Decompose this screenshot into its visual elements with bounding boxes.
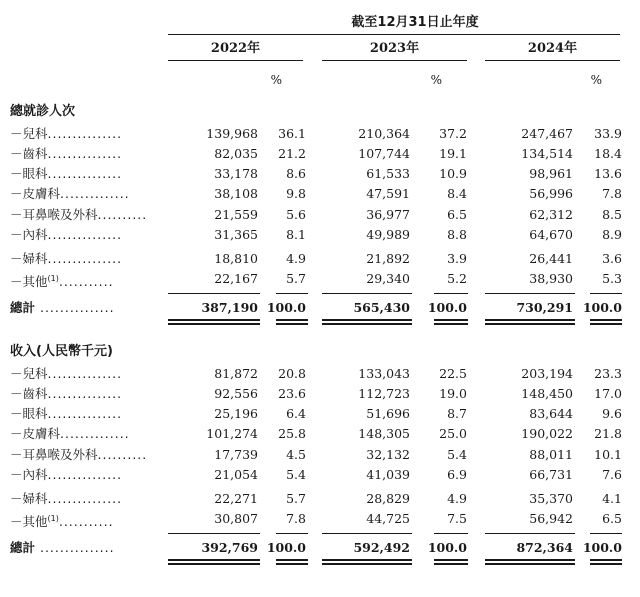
footnote-marker: (1) — [47, 274, 59, 283]
table-cell: 17,739 — [214, 447, 258, 462]
table-cell: 66,731 — [529, 467, 573, 482]
row-label-text: －內科 — [10, 467, 48, 482]
leader-dots: ........... — [58, 274, 114, 290]
total-cell: 730,291 — [516, 300, 573, 315]
row-label-text: －眼科 — [10, 166, 48, 181]
year-2024: 2024年 — [527, 41, 578, 56]
table-cell: 5.7 — [286, 491, 306, 506]
table-cell: 21,559 — [214, 207, 258, 222]
total-top-rule — [276, 533, 308, 534]
table-cell: 20.8 — [278, 366, 306, 381]
leader-dots: ............... — [47, 126, 123, 141]
year-2022: 2022年 — [210, 41, 261, 56]
table-cell: 32,132 — [366, 447, 410, 462]
total-double-rule-2 — [434, 323, 468, 325]
row-label — [10, 467, 122, 483]
leader-dots: ............... — [47, 251, 123, 266]
table-cell: 26,441 — [529, 251, 573, 266]
row-label-text: －皮膚科 — [10, 426, 61, 441]
total-cell: 392,769 — [201, 540, 258, 555]
row-label — [10, 491, 122, 507]
row-label — [10, 386, 122, 402]
row-label-text: －婦科 — [10, 251, 48, 266]
total-top-rule — [434, 293, 468, 294]
table-cell: 18.4 — [594, 146, 622, 161]
table-cell: 41,039 — [366, 467, 410, 482]
row-label-text: －皮膚科 — [10, 186, 61, 201]
row-label-text: －兒科 — [10, 366, 48, 381]
row-label — [10, 447, 147, 463]
total-double-rule-1 — [434, 559, 468, 561]
table-cell: 10.1 — [594, 447, 622, 462]
total-double-rule-2 — [322, 323, 412, 325]
row-label — [10, 511, 114, 530]
table-cell: 28,829 — [366, 491, 410, 506]
table-cell: 22,167 — [214, 271, 258, 286]
total-cell: 100.0 — [582, 300, 622, 315]
total-label-text: 總計 — [10, 540, 36, 555]
leader-dots: ............... — [47, 366, 123, 381]
table-cell: 133,043 — [358, 366, 410, 381]
table-cell: 6.5 — [602, 511, 622, 526]
table-cell: 18,810 — [214, 251, 258, 266]
table-cell: 49,989 — [366, 227, 410, 242]
table-cell: 8.7 — [447, 406, 467, 421]
table-cell: 13.6 — [594, 166, 622, 181]
leader-dots: .............. — [60, 426, 130, 441]
total-top-rule — [322, 533, 412, 534]
row-label-text: －耳鼻喉及外科 — [10, 207, 98, 222]
total-top-rule — [590, 533, 622, 534]
table-cell: 3.6 — [602, 251, 622, 266]
table-cell: 7.8 — [602, 186, 622, 201]
total-double-rule-1 — [276, 319, 308, 321]
pct-header-2024: % — [590, 73, 602, 87]
table-cell: 101,274 — [206, 426, 258, 441]
table-cell: 36,977 — [366, 207, 410, 222]
leader-dots: ............... — [47, 146, 123, 161]
table-cell: 33,178 — [214, 166, 258, 181]
leader-dots: ............... — [35, 540, 115, 555]
table-cell: 88,011 — [529, 447, 573, 462]
total-cell: 565,430 — [353, 300, 410, 315]
row-label-text: －其他 — [10, 514, 48, 530]
row-label-text: －齒科 — [10, 386, 48, 401]
table-cell: 61,533 — [366, 166, 410, 181]
total-double-rule-2 — [276, 323, 308, 325]
period-header: 截至12月31日止年度 — [351, 15, 479, 30]
table-cell: 8.1 — [286, 227, 306, 242]
table-cell: 148,305 — [358, 426, 410, 441]
table-cell: 21.2 — [278, 146, 306, 161]
leader-dots: ............... — [47, 166, 123, 181]
table-cell: 25.8 — [278, 426, 306, 441]
table-cell: 30,807 — [214, 511, 258, 526]
table-cell: 9.8 — [286, 186, 306, 201]
row-label — [10, 271, 114, 290]
table-cell: 35,370 — [529, 491, 573, 506]
table-cell: 210,364 — [358, 126, 410, 141]
table-cell: 23.6 — [278, 386, 306, 401]
total-double-rule-2 — [485, 323, 575, 325]
table-cell: 56,996 — [529, 186, 573, 201]
table-cell: 5.2 — [447, 271, 467, 286]
leader-dots: .......... — [97, 447, 148, 462]
row-label — [10, 126, 122, 142]
table-cell: 8.4 — [447, 186, 467, 201]
table-cell: 112,723 — [358, 386, 410, 401]
table-cell: 92,556 — [214, 386, 258, 401]
table-cell: 98,961 — [529, 166, 573, 181]
year-underline-2024 — [485, 60, 620, 61]
section-title: 收入(人民幣千元) — [10, 344, 113, 359]
table-cell: 25,196 — [214, 406, 258, 421]
section-title: 總就診人次 — [10, 104, 76, 119]
total-double-rule-2 — [168, 563, 260, 565]
row-label-text: －兒科 — [10, 126, 48, 141]
row-label — [10, 251, 122, 267]
table-cell: 6.5 — [447, 207, 467, 222]
table-cell: 21.8 — [594, 426, 622, 441]
total-double-rule-2 — [485, 563, 575, 565]
table-cell: 6.9 — [447, 467, 467, 482]
table-cell: 82,035 — [214, 146, 258, 161]
table-cell: 47,591 — [366, 186, 410, 201]
year-underline-2023 — [322, 60, 467, 61]
total-double-rule-1 — [434, 319, 468, 321]
table-cell: 4.9 — [286, 251, 306, 266]
total-cell: 100.0 — [427, 300, 467, 315]
row-label-text: －內科 — [10, 227, 48, 242]
total-cell: 100.0 — [266, 540, 306, 555]
leader-dots: ............... — [47, 386, 123, 401]
table-cell: 7.5 — [447, 511, 467, 526]
table-cell: 21,054 — [214, 467, 258, 482]
total-double-rule-1 — [322, 559, 412, 561]
table-cell: 51,696 — [366, 406, 410, 421]
leader-dots: .......... — [97, 207, 148, 222]
total-double-rule-1 — [322, 319, 412, 321]
total-double-rule-1 — [590, 319, 622, 321]
leader-dots: .............. — [60, 186, 130, 201]
period-underline — [168, 34, 620, 35]
total-label — [10, 540, 115, 556]
table-cell: 5.6 — [286, 207, 306, 222]
table-cell: 83,644 — [529, 406, 573, 421]
total-top-rule — [276, 293, 308, 294]
row-label — [10, 207, 147, 223]
footnote-marker: (1) — [47, 514, 59, 523]
pct-header-2023: % — [430, 73, 442, 87]
total-double-rule-1 — [168, 319, 260, 321]
table-cell: 5.3 — [602, 271, 622, 286]
total-double-rule-1 — [485, 319, 575, 321]
table-cell: 10.9 — [439, 166, 467, 181]
row-label — [10, 426, 130, 442]
total-top-rule — [485, 293, 575, 294]
row-label-text: －其他 — [10, 274, 48, 290]
total-cell: 100.0 — [582, 540, 622, 555]
table-cell: 23.3 — [594, 366, 622, 381]
table-cell: 62,312 — [529, 207, 573, 222]
table-cell: 8.5 — [602, 207, 622, 222]
leader-dots: ............... — [47, 406, 123, 421]
table-cell: 4.5 — [286, 447, 306, 462]
table-cell: 37.2 — [439, 126, 467, 141]
total-label — [10, 300, 115, 316]
table-cell: 25.0 — [439, 426, 467, 441]
leader-dots: ............... — [47, 467, 123, 482]
table-cell: 19.1 — [439, 146, 467, 161]
total-cell: 100.0 — [427, 540, 467, 555]
row-label — [10, 406, 122, 422]
year-2023: 2023年 — [369, 41, 420, 56]
total-label-text: 總計 — [10, 300, 36, 315]
row-label-text: －婦科 — [10, 491, 48, 506]
total-cell: 100.0 — [266, 300, 306, 315]
table-cell: 56,942 — [529, 511, 573, 526]
table-cell: 7.8 — [286, 511, 306, 526]
total-double-rule-2 — [322, 563, 412, 565]
total-double-rule-2 — [168, 323, 260, 325]
total-top-rule — [485, 533, 575, 534]
year-underline-2022 — [168, 60, 303, 61]
table-cell: 9.6 — [602, 406, 622, 421]
table-cell: 8.8 — [447, 227, 467, 242]
table-cell: 5.4 — [447, 447, 467, 462]
total-double-rule-2 — [590, 323, 622, 325]
total-top-rule — [590, 293, 622, 294]
total-double-rule-2 — [590, 563, 622, 565]
leader-dots: ............... — [47, 227, 123, 242]
total-double-rule-1 — [590, 559, 622, 561]
table-cell: 4.1 — [602, 491, 622, 506]
total-top-rule — [168, 293, 260, 294]
row-label — [10, 366, 122, 382]
total-double-rule-2 — [276, 563, 308, 565]
row-label-text: －耳鼻喉及外科 — [10, 447, 98, 462]
total-top-rule — [168, 533, 260, 534]
total-cell: 872,364 — [516, 540, 573, 555]
total-cell: 592,492 — [353, 540, 410, 555]
total-double-rule-1 — [276, 559, 308, 561]
total-cell: 387,190 — [201, 300, 258, 315]
total-top-rule — [434, 533, 468, 534]
table-cell: 21,892 — [366, 251, 410, 266]
table-cell: 17.0 — [594, 386, 622, 401]
table-cell: 31,365 — [214, 227, 258, 242]
table-cell: 19.0 — [439, 386, 467, 401]
table-cell: 38,930 — [529, 271, 573, 286]
table-cell: 8.9 — [602, 227, 622, 242]
table-cell: 3.9 — [447, 251, 467, 266]
table-cell: 81,872 — [214, 366, 258, 381]
total-double-rule-2 — [434, 563, 468, 565]
table-cell: 33.9 — [594, 126, 622, 141]
total-double-rule-1 — [485, 559, 575, 561]
table-cell: 22.5 — [439, 366, 467, 381]
table-cell: 203,194 — [521, 366, 573, 381]
table-cell: 6.4 — [286, 406, 306, 421]
row-label-text: －齒科 — [10, 146, 48, 161]
row-label — [10, 227, 122, 243]
table-cell: 29,340 — [366, 271, 410, 286]
table-cell: 44,725 — [366, 511, 410, 526]
table-cell: 134,514 — [521, 146, 573, 161]
row-label — [10, 146, 122, 162]
row-label — [10, 166, 122, 182]
total-double-rule-1 — [168, 559, 260, 561]
table-cell: 5.4 — [286, 467, 306, 482]
table-cell: 7.6 — [602, 467, 622, 482]
table-cell: 148,450 — [521, 386, 573, 401]
leader-dots: ............... — [47, 491, 123, 506]
table-cell: 22,271 — [214, 491, 258, 506]
table-cell: 190,022 — [521, 426, 573, 441]
leader-dots: ........... — [58, 514, 114, 530]
table-cell: 139,968 — [206, 126, 258, 141]
total-top-rule — [322, 293, 412, 294]
leader-dots: ............... — [35, 300, 115, 315]
table-cell: 5.7 — [286, 271, 306, 286]
table-cell: 4.9 — [447, 491, 467, 506]
table-cell: 64,670 — [529, 227, 573, 242]
table-cell: 8.6 — [286, 166, 306, 181]
pct-header-2022: % — [270, 73, 282, 87]
row-label-text: －眼科 — [10, 406, 48, 421]
row-label — [10, 186, 130, 202]
table-cell: 38,108 — [214, 186, 258, 201]
table-cell: 107,744 — [358, 146, 410, 161]
table-cell: 36.1 — [278, 126, 306, 141]
table-cell: 247,467 — [521, 126, 573, 141]
